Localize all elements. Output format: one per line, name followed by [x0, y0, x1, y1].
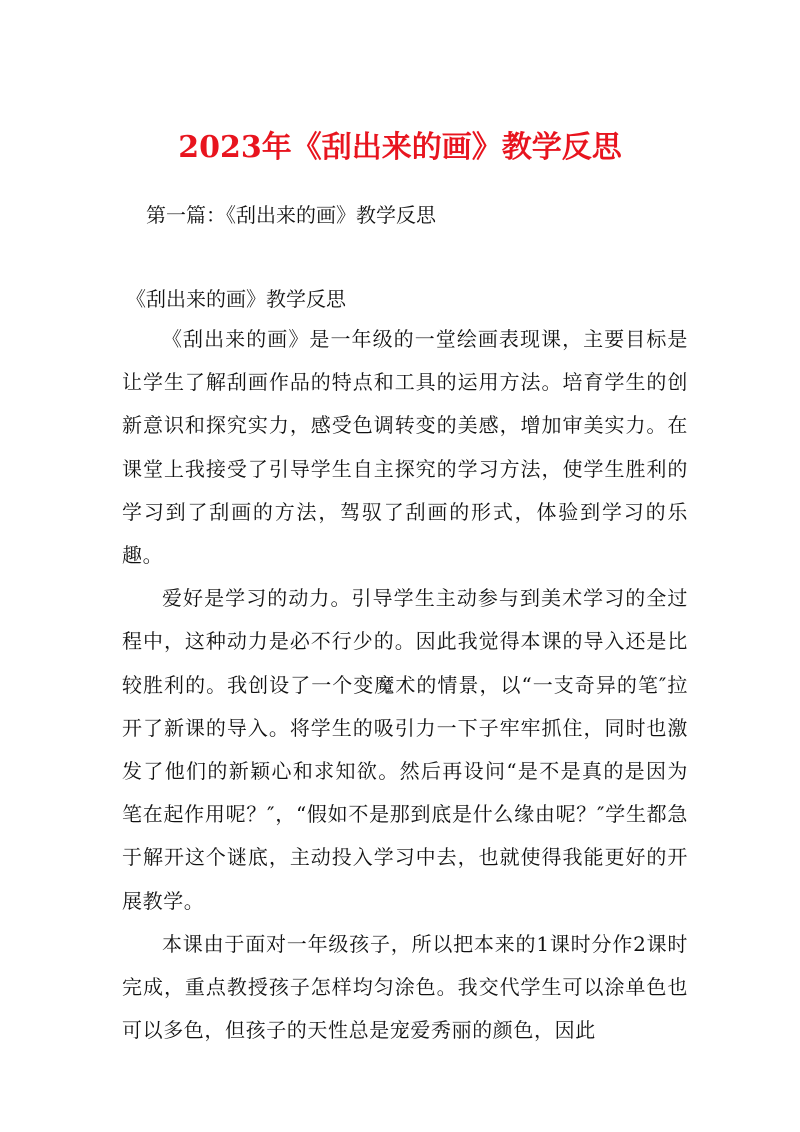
document-body: [122, 318, 688, 1052]
document-title: 2023年《刮出来的画》教学反思: [178, 130, 622, 165]
paragraph: 《刮出来的画》是一年级的一堂绘画表现课，主要目标是让学生了解刮画作品的特点和工具的运用方法。培育学生的创新意识和探究实力，感受色调转变的美感，增加审美实力。在课堂上我接受了引导学生自主探究的学习方法，使学生胜利的学习到了刮画的方法，驾驭了刮画的形式，体验到学习的乐趣。: [122, 327, 688, 568]
paragraph: 本课由于面对一年级孩子，所以把本来的1课时分作2课时完成，重点教授孩子怎样均匀涂色。我交代学生可以涂单色也可以多色，但孩子的天性总是宠爱秀丽的颜色，因此: [122, 931, 688, 1043]
section-heading: 《刮出来的画》教学反思: [126, 287, 346, 311]
paragraph: 爱好是学习的动力。引导学生主动参与到美术学习的全过程中，这种动力是必不行少的。因此我觉得本课的导入还是比较胜利的。我创设了一个变魔术的情景，以“一支奇异的笔″拉开了新课的导入。将学生的吸引力一下子牢牢抓住，同时也激发了他们的新颖心和求知欲。然后再设问“是不是真的是因为笔在起作用呢？″，“假如不是那到底是什么缘由呢？″学生都急于解开这个谜底，主动投入学习中去，也就使得我能更好的开展教学。: [122, 586, 688, 913]
document-subtitle: 第一篇：《刮出来的画》教学反思: [146, 203, 436, 227]
